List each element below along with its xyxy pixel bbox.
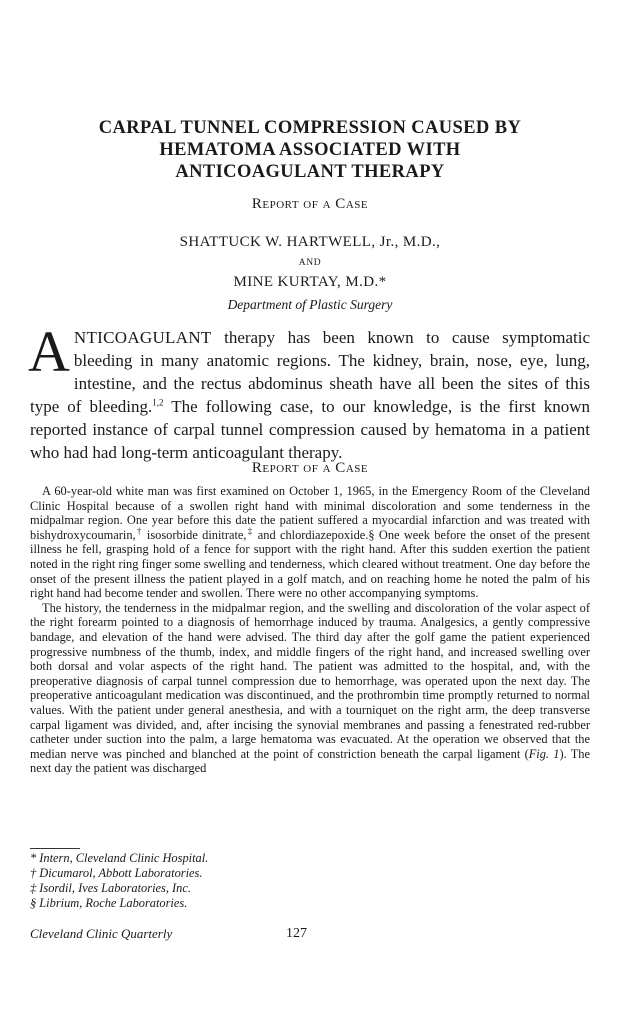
title-line-2: HEMATOMA ASSOCIATED WITH (159, 140, 461, 160)
footnote-divider (30, 848, 80, 849)
footnote-intern: * Intern, Cleveland Clinic Hospital. (30, 851, 209, 865)
intro-text-a: therapy has been known to cause symptomatic bleeding in many anatomic regions. The kidney, brain, nose, eye, lung, intestine, and the rectus abdominus sheath have all been the sites of this type of bleeding. (30, 328, 590, 416)
author-kurtay: MINE KURTAY, M.D.* (233, 274, 387, 290)
body-paragraph-2 (30, 601, 590, 776)
journal-name: Cleveland Clinic Quarterly (30, 926, 173, 941)
body-text: The history, the tenderness in the midpalmar region, and the swelling and discoloration of the volar aspect of the right forearm pointed to a diagnosis of hemorrhage induced by trauma. Analgesics, a gently compressive bandage, and elevation of the hand were advised. The third day after the golf game the patient experienced progressive numbness of the thumb, index, and middle fingers of the right hand, and increased swelling over both dorsal and volar aspects of the right hand. The patient was admitted to the hospital, and, with the preoperative diagnosis of carpal tunnel compression due to hemorrhage, was operated upon the next day. The preoperative anticoagulant medication was discontinued, and the prothrombin time promptly returned to normal values. With the patient under general anesthesia, and with a tourniquet on the right arm, the deep transverse carpal ligament was divided, and, after incising the synovial membranes and passing a fenestrated red-rubber catheter under suction into the palm, a large hematoma was evacuated. At the operation we observed that the median nerve was pinched and blanched at the point of constriction beneath the carpal ligament ( (30, 600, 590, 761)
footnote-mark-dagger: † (135, 525, 143, 536)
intro-text-b: The following case, to our knowledge, is the first known reported instance of carpal tunnel compression caused by hematoma in a patient who had had long-term anticoagulant therapy. (30, 397, 591, 462)
body-text: ). The next day the patient was discharged (30, 746, 590, 776)
article-subtitle: Report of a Case (251, 196, 369, 212)
body-text: A 60-year-old white man was first examined on October 1, 1965, in the Emergency Room of the Cleveland Clinic Hospital because of a swollen right hand with minimal discoloration and some tenderness in the midpalmar region. One year before this date the patient suffered a myocardial infarction and was treated with bishydroxycoumarin, (30, 484, 590, 542)
drop-cap: A (28, 319, 70, 384)
footnote-mark-section: § (368, 527, 375, 542)
body-paragraph-1 (30, 484, 590, 601)
author-conjunction: AND (298, 258, 322, 268)
figure-reference: Fig. 1 (528, 746, 560, 761)
case-report-body (30, 484, 590, 776)
section-heading: Report of a Case (251, 460, 369, 476)
intro-paragraph (28, 319, 591, 464)
body-text: and chlordiazepoxide. (253, 527, 369, 542)
footnote-librium: § Librium, Roche Laboratories. (30, 896, 188, 910)
title-line-1: CARPAL TUNNEL COMPRESSION CAUSED BY (98, 118, 522, 138)
footnote-dicumarol: † Dicumarol, Abbott Laboratories. (30, 866, 203, 880)
department-affiliation: Department of Plastic Surgery (227, 297, 393, 312)
body-text: isosorbide dinitrate, (142, 527, 247, 542)
footnote-mark-double-dagger: ‡ (246, 525, 254, 536)
title-line-3: ANTICOAGULANT THERAPY (175, 162, 445, 182)
intro-lead-word: NTICOAGULANT (73, 328, 212, 347)
intro-citation: 1,2 (152, 397, 164, 408)
page-number: 127 (286, 926, 307, 941)
footnotes (30, 851, 590, 911)
footnote-isordil: ‡ Isordil, Ives Laboratories, Inc. (30, 881, 191, 895)
article-title (30, 117, 590, 183)
author-hartwell: SHATTUCK W. HARTWELL, Jr., M.D., (179, 234, 441, 250)
body-text: One week before the onset of the present illness he fell, grasping hold of a fence for support with the right hand. After this sudden exertion the patient noted in the right ring finger some swelling and tenderness, which cleared without treatment. One day before the onset of the present illness the patient played in a golf match, and on reaching home he noted the palm of his right hand had become tender and swollen. There were no other accompanying symptoms. (30, 527, 590, 601)
